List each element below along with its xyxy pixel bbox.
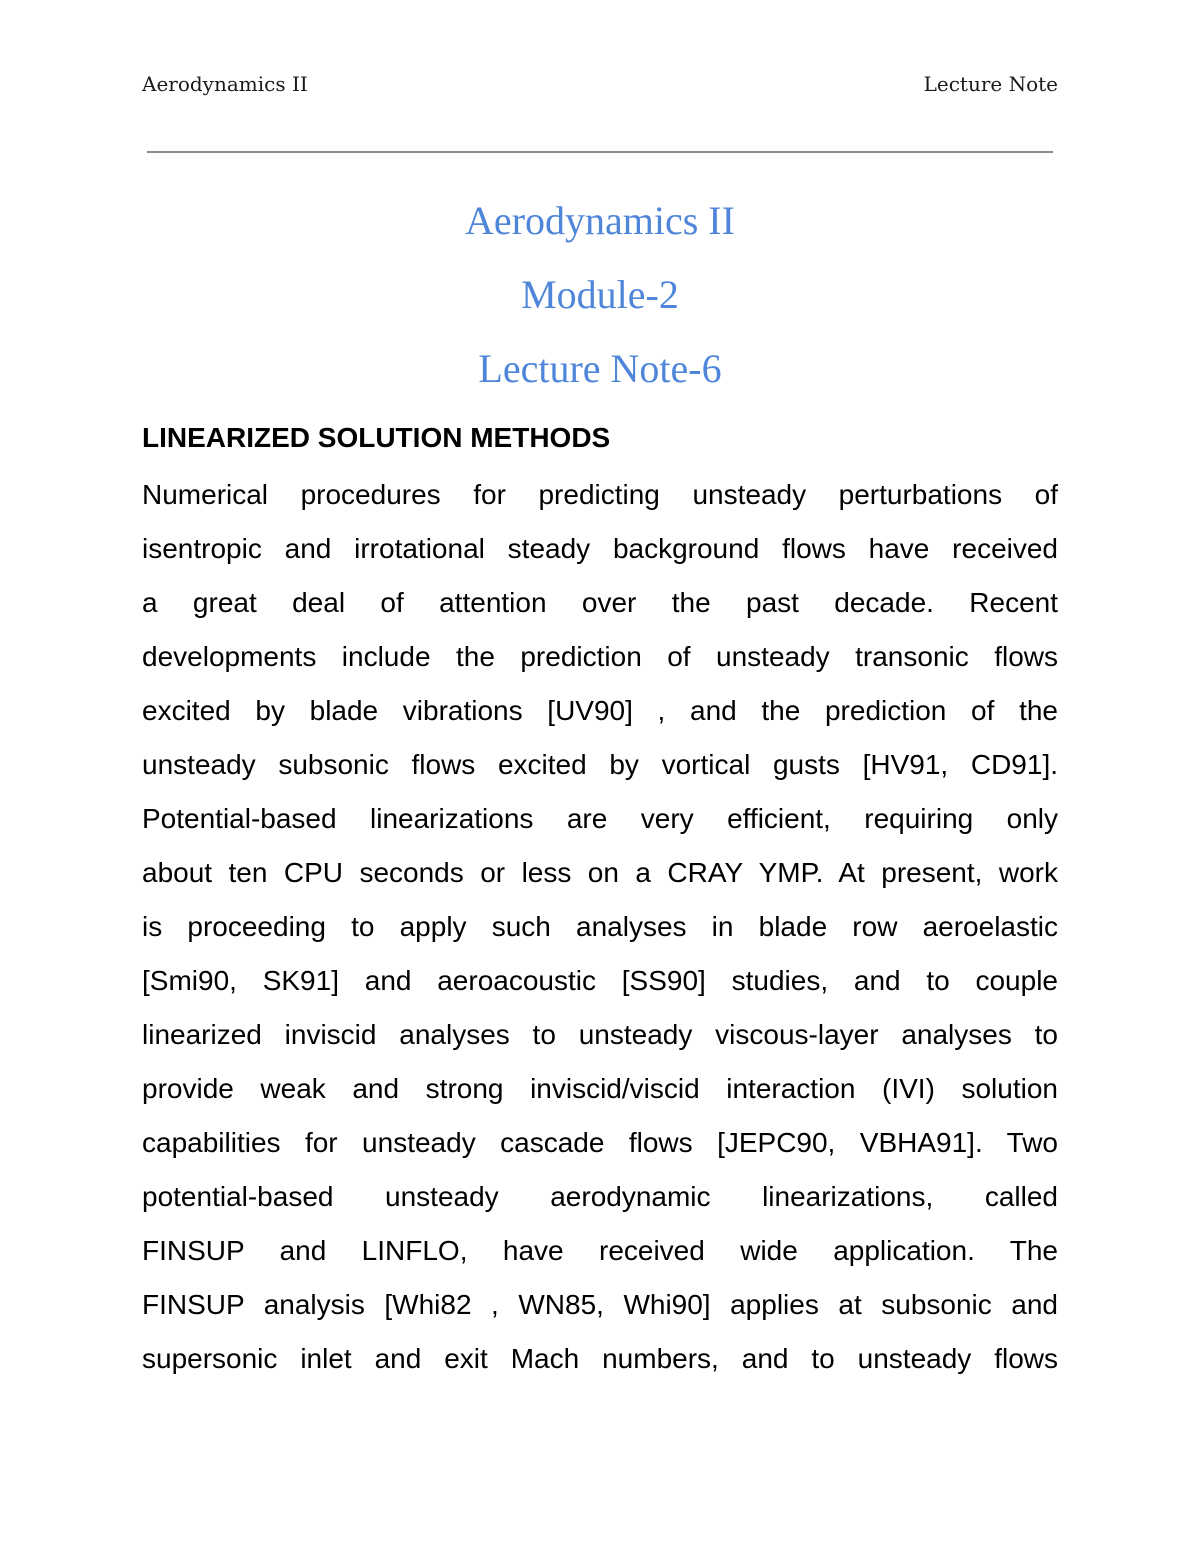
paragraph-line: [Smi90, SK91] and aeroacoustic [SS90] studies, and to couple — [142, 965, 1058, 996]
running-header — [142, 72, 1058, 102]
header-course-title: Aerodynamics II — [142, 72, 308, 96]
body-paragraph — [142, 468, 1058, 1386]
module-title: Module-2 — [521, 272, 679, 317]
paragraph-line: is proceeding to apply such analyses in blade row aeroelastic — [142, 911, 1058, 942]
header-document-type: Lecture Note — [923, 72, 1058, 96]
paragraph-line: developments include the prediction of unsteady transonic flows — [142, 641, 1058, 672]
paragraph-line: isentropic and irrotational steady background flows have received — [142, 533, 1058, 564]
title-block — [0, 190, 1200, 412]
lecture-title: Lecture Note-6 — [478, 346, 722, 391]
paragraph-line: linearized inviscid analyses to unsteady viscous-layer analyses to — [142, 1019, 1058, 1050]
paragraph-line: FINSUP analysis [Whi82 , WN85, Whi90] applies at subsonic and — [142, 1289, 1058, 1320]
section-heading: LINEARIZED SOLUTION METHODS — [142, 422, 611, 453]
paragraph-line: a great deal of attention over the past decade. Recent — [142, 587, 1058, 618]
paragraph-line: unsteady subsonic flows excited by vortical gusts [HV91, CD91]. — [142, 749, 1058, 780]
paragraph-line: provide weak and strong inviscid/viscid interaction (IVI) solution — [142, 1073, 1058, 1104]
paragraph-line: Potential-based linearizations are very efficient, requiring only — [142, 803, 1058, 834]
paragraph-line: Numerical procedures for predicting unsteady perturbations of — [142, 479, 1058, 510]
paragraph-line: supersonic inlet and exit Mach numbers, and to unsteady flows — [142, 1343, 1058, 1374]
paragraph-line: about ten CPU seconds or less on a CRAY YMP. At present, work — [142, 857, 1058, 888]
paragraph-line: potential-based unsteady aerodynamic linearizations, called — [142, 1181, 1058, 1212]
header-divider — [147, 151, 1053, 153]
paragraph-line: FINSUP and LINFLO, have received wide application. The — [142, 1235, 1058, 1266]
paragraph-line: excited by blade vibrations [UV90] , and the prediction of the — [142, 695, 1058, 726]
paragraph-line: capabilities for unsteady cascade flows [JEPC90, VBHA91]. Two — [142, 1127, 1058, 1158]
course-title: Aerodynamics II — [465, 198, 735, 243]
